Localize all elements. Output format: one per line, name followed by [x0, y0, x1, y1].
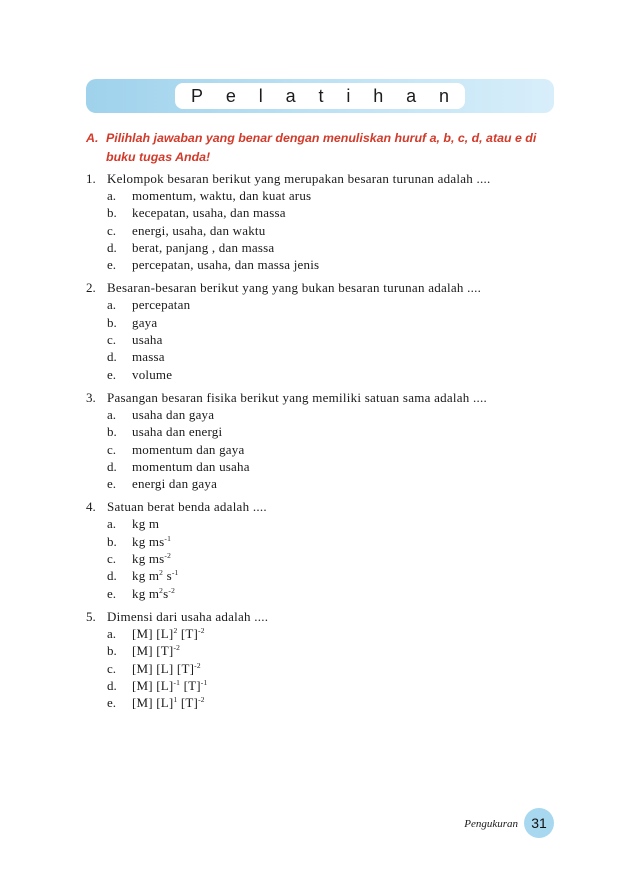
question-text: Kelompok besaran berikut yang merupakan besaran turunan adalah .... — [107, 171, 491, 186]
option-superscript: -1 — [173, 677, 181, 687]
answer-option — [107, 423, 566, 440]
answer-option — [107, 204, 566, 221]
answer-option — [107, 550, 566, 567]
option-text: percepatan — [132, 297, 191, 313]
question-number: 5. — [86, 608, 96, 624]
answer-options — [107, 296, 566, 382]
question-item — [86, 279, 566, 382]
option-superscript: 2 — [159, 568, 164, 578]
option-label: e. — [107, 366, 117, 382]
answer-option — [107, 515, 566, 532]
answer-option — [107, 256, 566, 273]
option-superscript: -2 — [168, 585, 176, 595]
option-label: a. — [107, 625, 117, 641]
option-label: d. — [107, 458, 117, 474]
answer-options — [107, 187, 566, 273]
option-superscript: -2 — [173, 643, 181, 653]
title-letter: P — [191, 85, 204, 106]
option-label: a. — [107, 188, 117, 203]
page-number: 31 — [531, 815, 547, 831]
option-label: e. — [107, 257, 117, 273]
option-text: energi dan gaya — [132, 476, 218, 492]
option-text: usaha — [132, 332, 163, 348]
answer-option — [107, 660, 566, 677]
option-superscript: 1 — [173, 695, 178, 705]
option-label: d. — [107, 349, 117, 365]
option-text: usaha dan gaya — [132, 406, 215, 422]
option-text-part: kg m — [132, 585, 160, 601]
option-label: d. — [107, 677, 117, 693]
option-text-part: [T] — [177, 695, 199, 711]
option-label: c. — [107, 441, 117, 457]
title-letter: t — [318, 85, 324, 106]
option-text: momentum, waktu, dan kuat arus — [132, 188, 312, 203]
option-text: percepatan, usaha, dan massa jenis — [132, 257, 320, 273]
option-text-part: [M] [L] [T] — [132, 660, 195, 676]
option-superscript: -2 — [198, 695, 205, 705]
answer-option — [107, 625, 566, 642]
option-text-part: [M] [L] — [132, 695, 174, 711]
instruction-letter: A. — [86, 131, 99, 145]
answer-option — [107, 348, 566, 365]
option-text-part: kg m — [132, 516, 160, 532]
option-text-part: kg ms — [132, 551, 165, 567]
option-text — [132, 677, 207, 694]
title-letter: a — [285, 85, 296, 106]
option-text-part: [T] — [180, 677, 201, 693]
option-label: b. — [107, 424, 117, 440]
question-number: 2. — [86, 280, 96, 296]
option-label: c. — [107, 660, 117, 676]
question-item — [86, 170, 566, 273]
title-letter: h — [373, 85, 384, 106]
option-superscript: -1 — [171, 568, 179, 578]
option-text: massa — [132, 349, 165, 365]
page-number-badge — [524, 808, 554, 838]
question-stem — [86, 389, 566, 406]
option-label: d. — [107, 568, 117, 584]
option-label: b. — [107, 205, 117, 221]
title-letter: i — [346, 85, 351, 106]
question-number: 3. — [86, 389, 96, 405]
option-superscript: -2 — [194, 660, 201, 670]
option-label: b. — [107, 533, 117, 549]
option-text: volume — [132, 366, 173, 382]
option-superscript: 2 — [173, 625, 178, 635]
answer-options — [107, 515, 566, 601]
question-stem — [86, 170, 566, 187]
question-text: Dimensi dari usaha adalah .... — [107, 608, 269, 624]
option-text — [132, 660, 201, 677]
option-text: berat, panjang , dan massa — [132, 239, 275, 255]
answer-option — [107, 406, 566, 423]
option-text — [132, 533, 171, 550]
option-label: d. — [107, 239, 117, 255]
question-stem — [86, 498, 566, 515]
option-text — [132, 515, 159, 532]
option-superscript: -2 — [198, 625, 205, 635]
option-superscript: 2 — [159, 585, 164, 595]
answer-option — [107, 533, 566, 550]
option-text-part: [T] — [177, 625, 199, 641]
option-text-part: [M] [L] — [132, 625, 174, 641]
option-text-part: [M] [T] — [132, 643, 174, 659]
option-superscript: -1 — [164, 533, 172, 543]
option-text — [132, 585, 175, 602]
question-stem — [86, 279, 566, 296]
option-superscript: -2 — [164, 551, 172, 561]
answer-options — [107, 406, 566, 492]
question-text: Satuan berat benda adalah .... — [107, 499, 267, 515]
question-list — [86, 170, 566, 717]
answer-option — [107, 458, 566, 475]
option-text-part: [M] [L] — [132, 677, 174, 693]
option-text — [132, 694, 205, 711]
answer-option — [107, 475, 566, 492]
option-label: a. — [107, 406, 117, 422]
answer-option — [107, 239, 566, 256]
option-label: e. — [107, 476, 117, 492]
option-text: energi, usaha, dan waktu — [132, 222, 266, 238]
answer-option — [107, 366, 566, 383]
option-text-part: s — [163, 585, 169, 601]
answer-option — [107, 187, 566, 204]
question-text: Pasangan besaran fisika berikut yang memiliki satuan sama adalah .... — [107, 389, 488, 405]
option-label: c. — [107, 332, 117, 348]
option-label: b. — [107, 643, 117, 659]
answer-option — [107, 642, 566, 659]
question-stem — [86, 608, 566, 625]
title-letter: n — [438, 85, 449, 106]
option-label: b. — [107, 314, 117, 330]
answer-option — [107, 694, 566, 711]
instruction-text: Pilihlah jawaban yang benar dengan menuliskan huruf a, b, c, d, atau e di buku tugas Anda! — [106, 131, 537, 164]
option-text — [132, 625, 205, 642]
question-item — [86, 389, 566, 492]
question-item — [86, 498, 566, 601]
option-text: momentum dan gaya — [132, 441, 245, 457]
option-text: usaha dan energi — [132, 424, 223, 440]
option-label: e. — [107, 585, 117, 601]
answer-option — [107, 331, 566, 348]
option-text — [132, 550, 171, 567]
question-number: 4. — [86, 499, 96, 515]
answer-option — [107, 567, 566, 584]
option-text: gaya — [132, 314, 158, 330]
title-letter: e — [225, 85, 236, 106]
option-text-part: s — [163, 568, 172, 584]
answer-option — [107, 296, 566, 313]
option-text: kecepatan, usaha, dan massa — [132, 205, 286, 221]
option-label: c. — [107, 551, 117, 567]
question-number: 1. — [86, 171, 96, 186]
option-text-part: kg ms — [132, 533, 165, 549]
title-letter: a — [406, 85, 417, 106]
answer-option — [107, 222, 566, 239]
answer-option — [107, 585, 566, 602]
section-title — [175, 83, 465, 109]
option-text — [132, 642, 180, 659]
option-label: e. — [107, 695, 117, 711]
option-superscript: -1 — [200, 677, 208, 687]
option-text-part: kg m — [132, 568, 160, 584]
question-text: Besaran-besaran berikut yang yang bukan besaran turunan adalah .... — [107, 280, 482, 296]
title-letter: l — [258, 85, 263, 106]
footer-section-label: Pengukuran — [464, 818, 518, 830]
answer-options — [107, 625, 566, 711]
option-label: a. — [107, 516, 117, 532]
instruction — [86, 129, 566, 167]
option-text: momentum dan usaha — [132, 458, 250, 474]
answer-option — [107, 314, 566, 331]
answer-option — [107, 441, 566, 458]
option-text — [132, 567, 179, 584]
question-item — [86, 608, 566, 711]
answer-option — [107, 677, 566, 694]
option-label: c. — [107, 222, 117, 238]
option-label: a. — [107, 297, 117, 313]
